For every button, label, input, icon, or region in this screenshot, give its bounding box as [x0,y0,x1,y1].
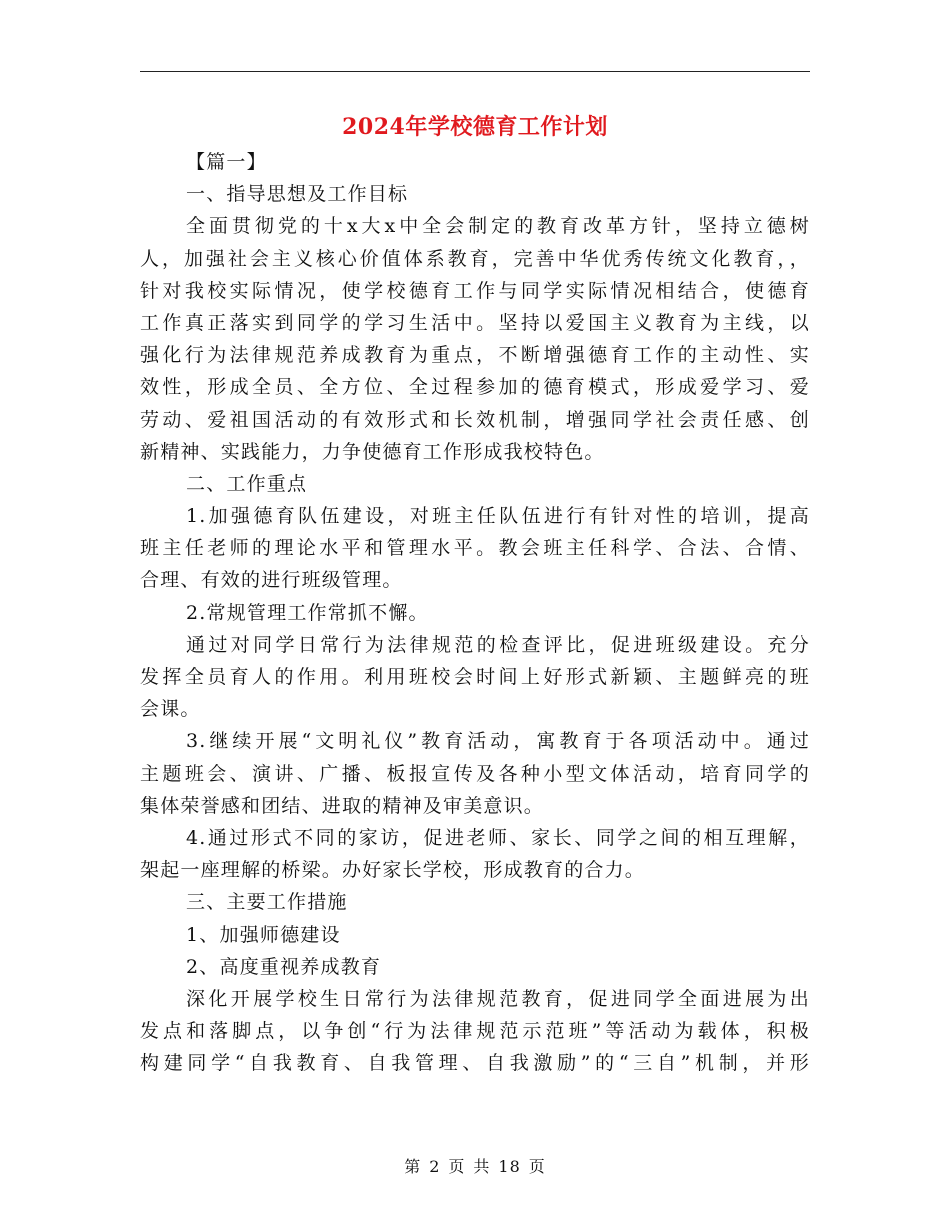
footer-suffix: 页 [528,1157,546,1176]
document-body [140,146,810,1079]
text-line: 通过对同学日常行为法律规范的检查评比，促进班级建设。充分 [186,633,810,656]
footer-page-number: 2 [429,1157,441,1176]
footer-total-pages: 18 [498,1157,521,1176]
text-line: 一、指导思想及工作目标 [186,183,409,206]
text-line: 会课。 [140,698,201,721]
text-line: 班主任老师的理论水平和管理水平。教会班主任科学、合法、合情、 [140,537,810,560]
text-line: 【篇一】 [186,151,267,173]
header-rule [140,71,810,72]
text-line: 发点和落脚点，以争创“行为法律规范示范班”等活动为载体，积极 [140,1020,810,1043]
text-line: 新精神、实践能力，力争使德育工作形成我校特色。 [140,440,605,463]
text-line: 2、高度重视养成教育 [186,955,382,978]
text-line: 架起一座理解的桥梁。办好家长学校，形成教育的合力。 [140,859,646,882]
text-line: 合理、有效的进行班级管理。 [140,569,403,592]
text-line: 人，加强社会主义核心价值体系教育，完善中华优秀传统文化教育，， [140,247,810,270]
text-line: 强化行为法律规范养成教育为重点，不断增强德育工作的主动性、实 [140,344,810,367]
text-line: 针对我校实际情况，使学校德育工作与同学实际情况相结合，使德育 [140,279,810,302]
text-line: 工作真正落实到同学的学习生活中。坚持以爱国主义教育为主线，以 [140,311,810,334]
footer-total-label: 共 [473,1157,491,1176]
text-line: 劳动、爱祖国活动的有效形式和长效机制，增强同学社会责任感、创 [140,408,810,431]
text-line: 集体荣誉感和团结、进取的精神及审美意识。 [140,794,545,817]
text-line: 1.加强德育队伍建设，对班主任队伍进行有针对性的培训，提高 [186,505,810,528]
document-title: 2024年学校德育工作计划 [342,114,608,140]
footer-page-label: 页 [448,1157,466,1176]
text-line: 效性，形成全员、全方位、全过程参加的德育模式，形成爱学习、爱 [140,376,810,399]
text-line: 二、工作重点 [186,472,308,495]
text-line: 3.继续开展“文明礼仪”教育活动，寓教育于各项活动中。通过 [186,730,810,753]
text-line: 深化开展学校生日常行为法律规范教育，促进同学全面进展为出 [186,987,810,1010]
text-line: 构建同学“自我教育、自我管理、自我激励”的“三自”机制，并形 [140,1052,810,1075]
text-line: 4.通过形式不同的家访，促进老师、家长、同学之间的相互理解， [186,826,810,849]
text-line: 三、主要工作措施 [186,891,348,914]
text-line: 全面贯彻党的十x大x中全会制定的教育改革方针，坚持立德树 [186,215,810,238]
text-line: 1、加强师德建设 [186,923,341,946]
footer-prefix: 第 [404,1157,422,1176]
text-line: 发挥全员育人的作用。利用班校会时间上好形式新颖、主题鲜亮的班 [140,666,810,688]
text-line: 2.常规管理工作常抓不懈。 [186,601,429,624]
page-footer [0,1154,950,1177]
text-line: 主题班会、演讲、广播、板报宣传及各种小型文体活动，培育同学的 [140,762,810,785]
